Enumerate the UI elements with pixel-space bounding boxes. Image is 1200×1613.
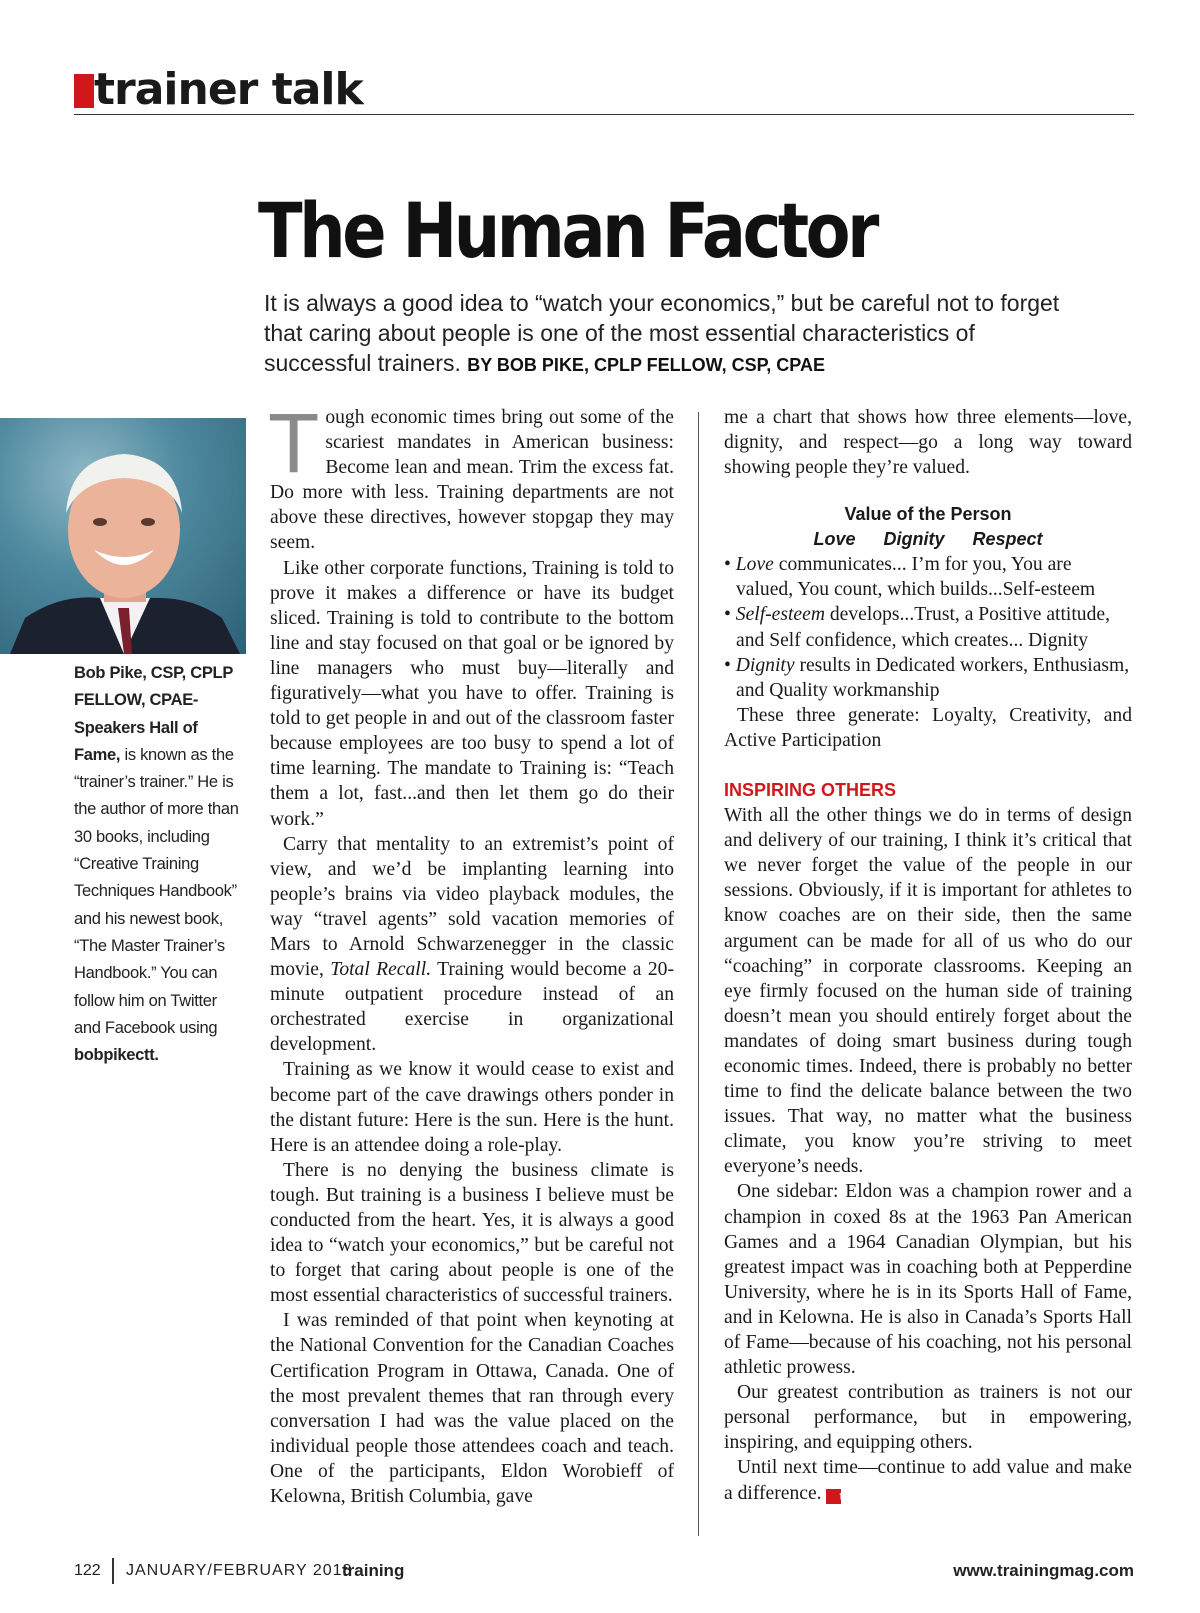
body-column-1 — [268, 396, 674, 1509]
section-accent-block — [74, 74, 94, 108]
value-bullets — [724, 552, 1132, 703]
byline: BY BOB PIKE, CPLP FELLOW, CSP, CPAE — [467, 355, 825, 375]
paragraph: With all the other things we do in terms of design and delivery of our training, I think it’s critical that we never forget the value of the people in our sessions. Obviously, if it is important for athletes to know coaches are on their side, then the same argument can be made for all of us who do our “coaching” in corporate classrooms. Keeping an eye firmly focused on the human side of training doesn’t mean you should entirely forget about the mandates of doing smart business during tough economic times. Indeed, there is probably no better time to find the delicate balance between the two issues. That way, no matter what the business climate, you know you’re striving to meet everyone’s needs. — [724, 805, 1132, 1178]
paragraph: Our greatest contribution as trainers is not our personal performance, but in empowering, inspiring, and equipping others. — [724, 1382, 1132, 1454]
drop-cap: T — [268, 396, 320, 490]
paragraph: ough economic times bring out some of the scariest mandates in American business: Become lean and mean. Trim the excess fat. Do more with less. Training departments are not above these directives, however stopgap they may seem. — [270, 407, 674, 554]
article-deck — [264, 288, 1064, 380]
section-label: trainer talk — [94, 64, 363, 115]
author-photo — [0, 418, 246, 654]
section-header — [74, 64, 1134, 115]
value-item: Respect — [972, 529, 1043, 550]
bullet-item: • Dignity results in Dedicated workers, Enthusiasm, and Quality workmanship — [724, 654, 1130, 701]
paragraph: One sidebar: Eldon was a champion rower and a champion in coxed 8s at the 1963 Pan American Games and a 1964 Canadian Olympian, but his greatest impact was in coaching both at Pepperdine University, where he is in its Sports Hall of Fame, and in Kelowna. He is also in Canada’s Sports Hall of Fame—because of his coaching, not his personal athletic prowess. — [724, 1181, 1132, 1379]
paragraph: Like other corporate functions, Training is told to prove it makes a difference or have its budget sliced. Training is told to contribute to the bottom line and stay focused on that goal or be ignored by line managers who must buy—literally and figuratively—what you have to offer. Training is told to get people in and out of the classroom faster because employees are too busy to spend a lot of time learning. The mandate to Training is: “Teach them a lot, fast...and then let them go do their work.” — [270, 557, 674, 830]
paragraph: There is no denying the business climate is tough. But training is a business I believe must be conducted from the heart. Yes, it is always a good idea to “watch your economics,” but be careful not to forget that caring about people is one of the most essential characteristics of successful trainers. — [270, 1159, 674, 1307]
magazine-url: www.trainingmag.com — [953, 1561, 1134, 1580]
magazine-name: training — [342, 1561, 405, 1580]
end-mark-icon: t — [826, 1489, 841, 1504]
paragraph: I was reminded of that point when keynoting at the National Convention for the Canadian Coaches Certification Program in Ottawa, Canada. One of the most prevalent themes that ran through every conversation I had was the value placed on the individual people those attendees coach and teach. One of the participants, Eldon Worobieff of Kelowna, British Columbia, gave — [270, 1310, 674, 1508]
issue-date: JANUARY/FEBRUARY 2018 — [126, 1562, 353, 1579]
footer-divider — [112, 1558, 114, 1584]
subhead: INSPIRING OTHERS — [724, 780, 897, 801]
bio-text: is known as the “trainer’s trainer.” He is the author of more than 30 books, including “Creative Training Techniques Handbook” and his newest book, “The Master Trainer’s Handbook.” You can follow him on Twitter and Facebook using — [74, 745, 239, 1037]
deck-text: It is always a good idea to “watch your economics,” but be careful not to forget that caring about people is one of the most essential characteristics of successful trainers. — [264, 290, 1060, 376]
column-divider — [698, 412, 699, 1536]
paragraph: Carry that mentality to an extremist’s point of view, and we’d be implanting learning into people’s brains via video playback modules, the way “travel agents” sold vacation memories of Mars to Arnold Schwarzenegger in the classic movie, Total Recall. Training would become a 20-minute outpatient procedure instead of an orchestrated exercise in organizational development. — [270, 833, 674, 1056]
bio-name: Bob Pike, CSP, CPLP FELLOW, CPAE-Speakers Hall of Fame, — [74, 664, 233, 764]
page-number: 122 — [74, 1562, 101, 1579]
bullet-item: • Love communicates... I’m for you, You are valued, You count, which builds...Self-esteem — [724, 554, 1096, 601]
bullet-item: • Self-esteem develops...Trust, a Positive attitude, and Self confidence, which creates... Dignity — [724, 604, 1110, 651]
paragraph: me a chart that shows how three elements—love, dignity, and respect—go a long way toward showing people they’re valued. — [724, 407, 1132, 479]
paragraph: These three generate: Loyalty, Creativity, and Active Participation — [724, 704, 1132, 751]
body-column-2 — [724, 405, 1132, 1506]
paragraph: Until next time—continue to add value and make a difference. t — [724, 1457, 1132, 1504]
author-bio — [74, 660, 242, 1069]
value-box-title: Value of the Person — [844, 504, 1012, 525]
bio-handle: bobpikectt. — [74, 1046, 159, 1065]
value-box-items — [724, 527, 1132, 552]
page-footer — [74, 1558, 1134, 1586]
value-item: Love — [813, 529, 856, 550]
value-item: Dignity — [883, 529, 945, 550]
article-title: The Human Factor — [258, 186, 876, 275]
movie-title: Total Recall. — [330, 959, 432, 981]
value-of-person-box — [724, 502, 1132, 552]
paragraph: Training as we know it would cease to exist and become part of the cave drawings others ponder in the distant future: Here is the sun. Here is the hunt. Here is an attendee doing a role-play. — [270, 1059, 674, 1156]
